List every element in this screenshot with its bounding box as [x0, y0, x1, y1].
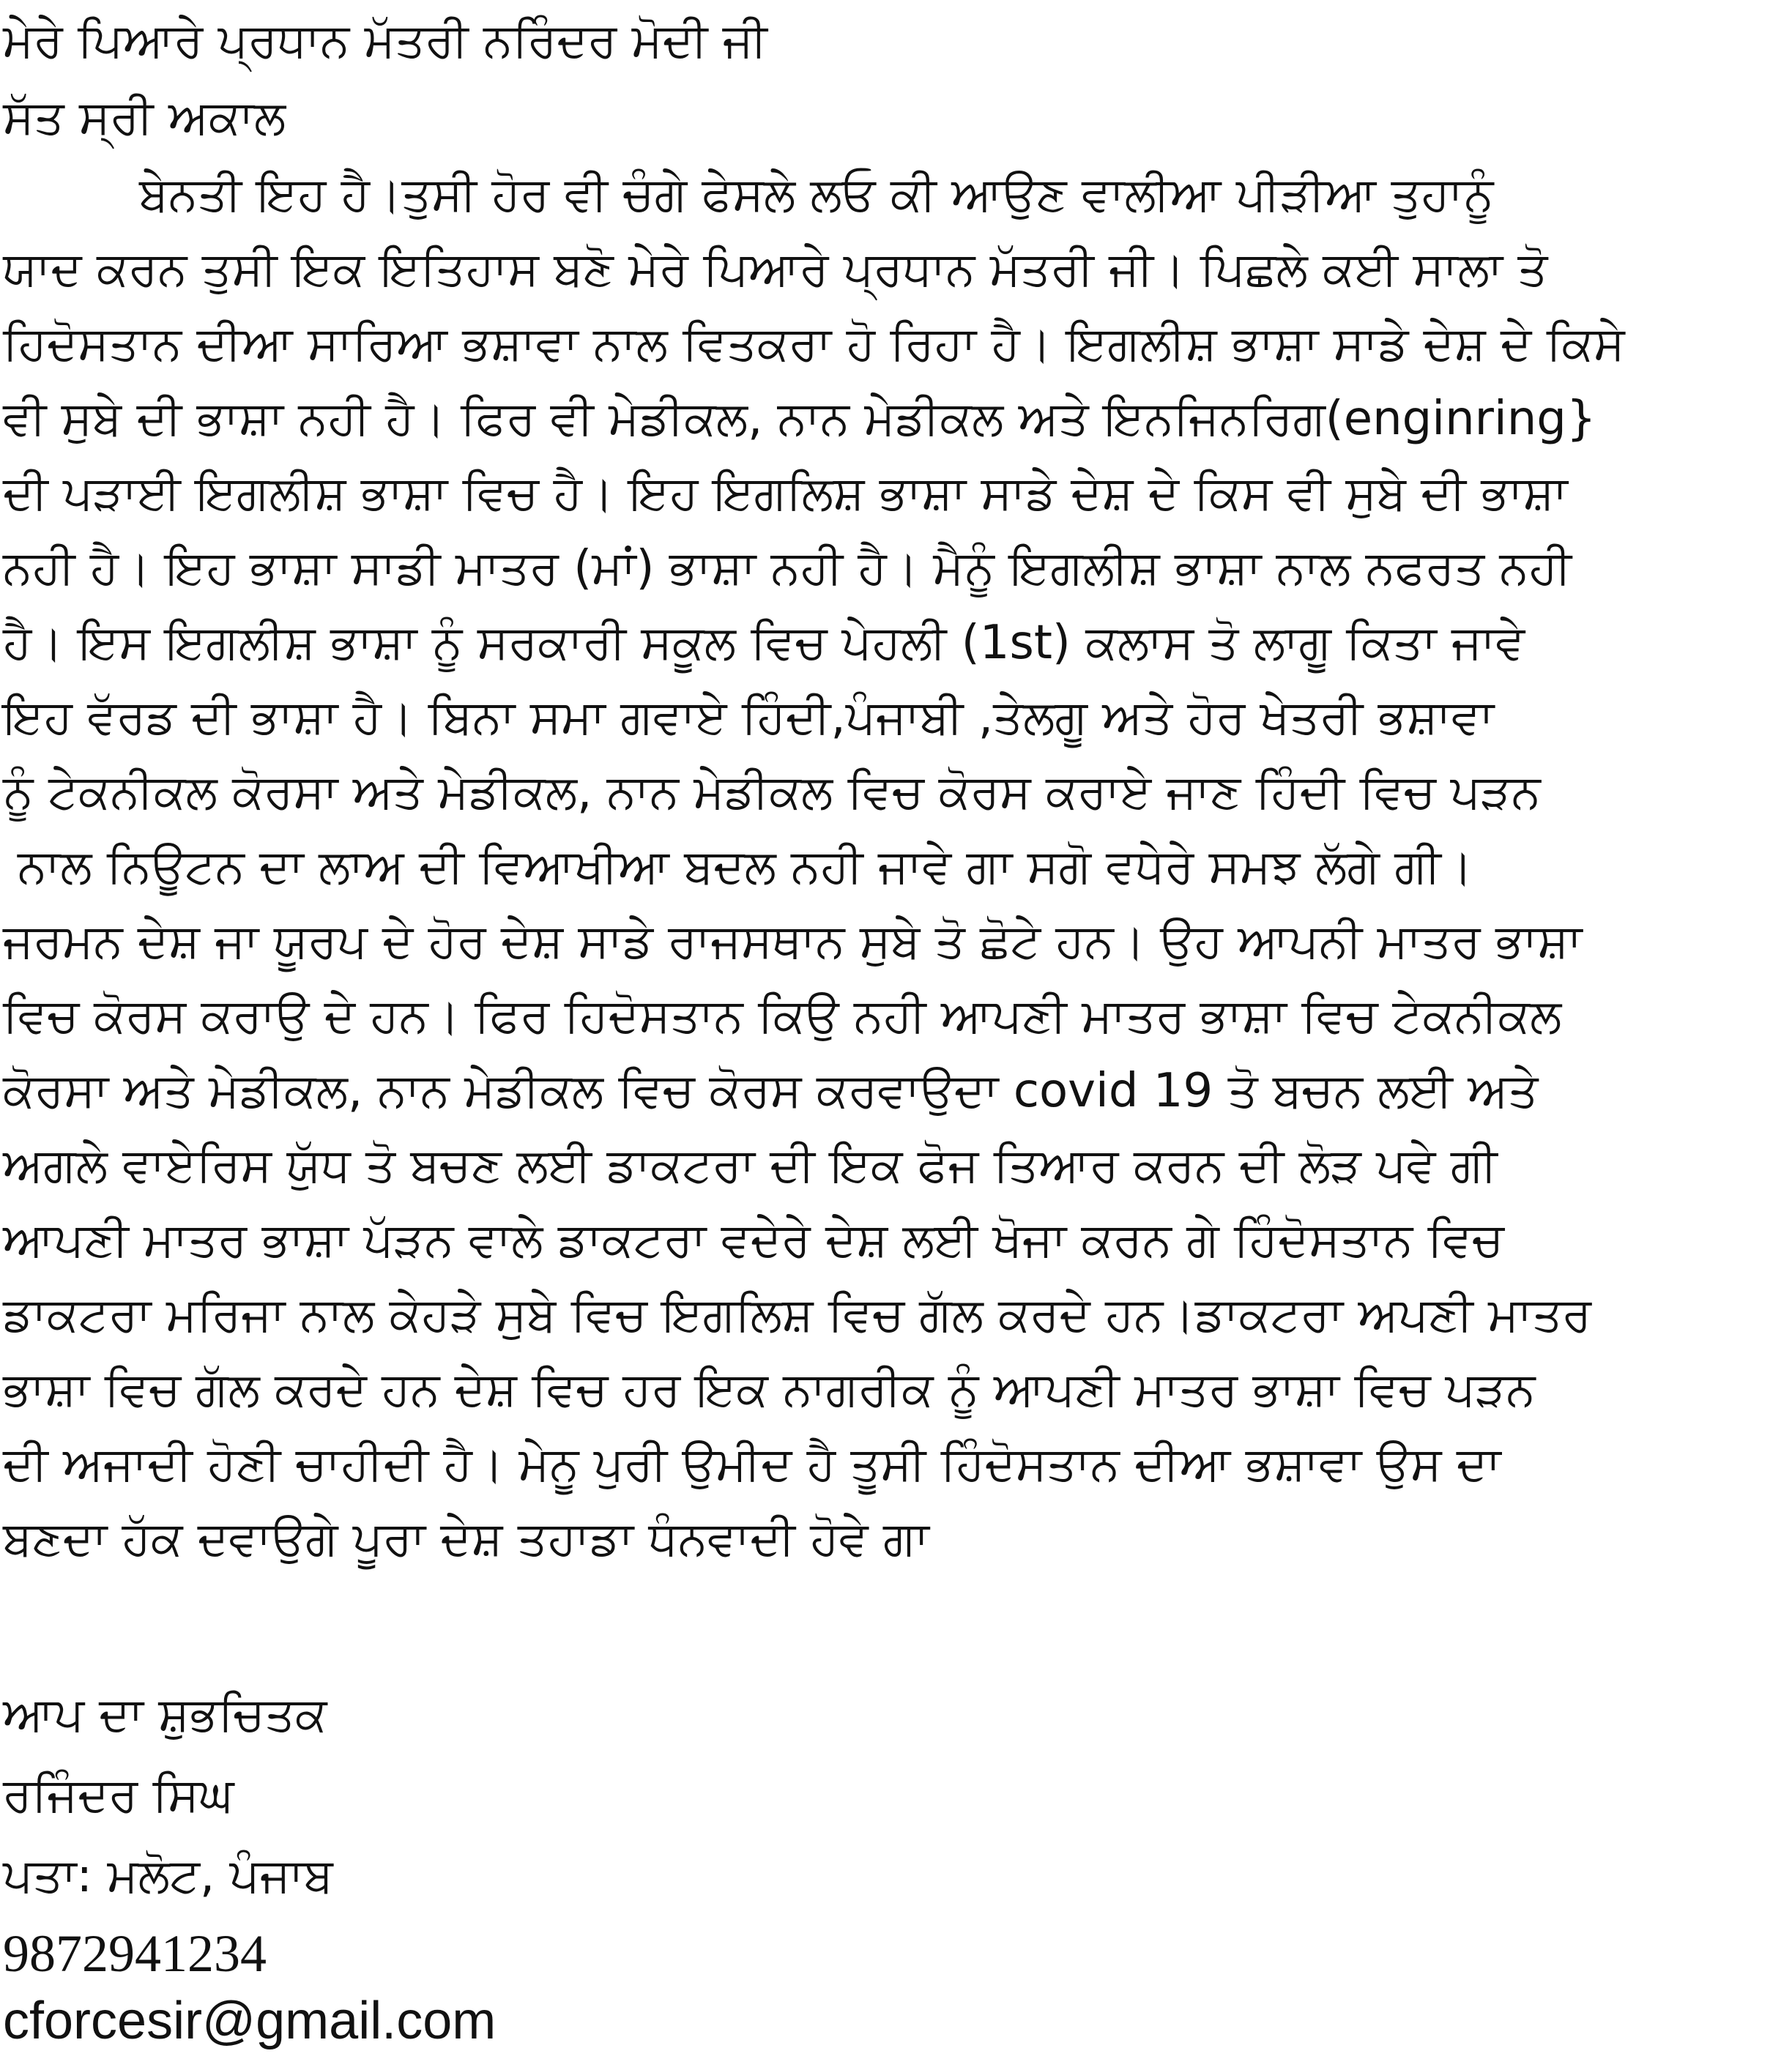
- body-line-17: ਭਾਸ਼ਾ ਵਿਚ ਗੱਲ ਕਰਦੇ ਹਨ ਦੇਸ਼ ਵਿਚ ਹਰ ਇਕ ਨਾਗਰੀਕ ਨੂੰ ਆਪਣੀ ਮਾਤਰ ਭਾਸ਼ਾ ਵਿਚ ਪੜਨ: [3, 1363, 1536, 1417]
- address: ਪਤਾ: ਮਲੋਟ, ਪੰਜਾਬ: [3, 1849, 333, 1903]
- body-line-2: ਯਾਦ ਕਰਨ ਤੁਸੀ ਇਕ ਇਤਿਹਾਸ ਬਣੋ ਮੇਰੇ ਪਿਆਰੇ ਪ੍ਰਧਾਨ ਮੱਤਰੀ ਜੀ। ਪਿਛਲੇ ਕਈ ਸਾਲਾ ਤੋ: [3, 242, 1548, 297]
- body-line-12: ਵਿਚ ਕੋਰਸ ਕਰਾਉ ਦੇ ਹਨ। ਫਿਰ ਹਿਦੋਸਤਾਨ ਕਿਉ ਨਹੀ ਆਪਣੀ ਮਾਤਰ ਭਾਸ਼ਾ ਵਿਚ ਟੇਕਨੀਕਲ: [3, 989, 1562, 1043]
- body-line-8: ਇਹ ਵੱਰਡ ਦੀ ਭਾਸ਼ਾ ਹੈ। ਬਿਨਾ ਸਮਾ ਗਵਾਏ ਹਿੰਦੀ,ਪੰਜਾਬੀ ,ਤੇਲਗੂ ਅਤੇ ਹੋਰ ਖੇਤਰੀ ਭਸ਼ਾਵਾ: [3, 690, 1495, 745]
- body-line-15: ਆਪਣੀ ਮਾਤਰ ਭਾਸ਼ਾ ਪੱੜਨ ਵਾਲੇ ਡਾਕਟਰਾ ਵਦੇਰੇ ਦੇਸ਼ ਲਈ ਖੋਜਾ ਕਰਨ ਗੇ ਹਿੰਦੋਸਤਾਨ ਵਿਚ: [3, 1213, 1504, 1267]
- greeting: ਸੱਤ ਸ੍ਰੀ ਅਕਾਲ: [3, 91, 286, 145]
- body-line-11: ਜਰਮਨ ਦੇਸ਼ ਜਾ ਯੂਰਪ ਦੇ ਹੋਰ ਦੇਸ਼ ਸਾਡੇ ਰਾਜਸਥਾਨ ਸੁਬੇ ਤੋ ਛੋਟੇ ਹਨ। ਉਹ ਆਪਨੀ ਮਾਤਰ ਭਾਸ਼ਾ: [3, 915, 1583, 969]
- body-line-16: ਡਾਕਟਰਾ ਮਰਿਜਾ ਨਾਲ ਕੇਹੜੇ ਸੁਬੇ ਵਿਚ ਇਗਲਿਸ਼ ਵਿਚ ਗੱਲ ਕਰਦੇ ਹਨ।ਡਾਕਟਰਾ ਅਪਣੀ ਮਾਤਰ: [3, 1288, 1592, 1342]
- body-line-6: ਨਹੀ ਹੈ। ਇਹ ਭਾਸ਼ਾ ਸਾਡੀ ਮਾਤਰ (ਮਾਂ) ਭਾਸ਼ਾ ਨਹੀ ਹੈ। ਮੈਨੂੰ ਇਗਲੀਸ਼ ਭਾਸ਼ਾ ਨਾਲ ਨਫਰਤ ਨਹੀ: [3, 541, 1572, 595]
- body-line-18: ਦੀ ਅਜਾਦੀ ਹੋਣੀ ਚਾਹੀਦੀ ਹੈ। ਮੇਨੂ ਪੁਰੀ ਉਮੀਦ ਹੈ ਤੂਸੀ ਹਿੰਦੋਸਤਾਨ ਦੀਆ ਭਸ਼ਾਵਾ ਉਸ ਦਾ: [3, 1437, 1501, 1492]
- body-line-13: ਕੋਰਸਾ ਅਤੇ ਮੇਡੀਕਲ, ਨਾਨ ਮੇਡੀਕਲ ਵਿਚ ਕੋਰਸ ਕਰਵਾਉਦਾ covid 19 ਤੋ ਬਚਨ ਲਈ ਅਤੇ: [3, 1064, 1539, 1118]
- body-line-10: ਨਾਲ ਨਿਊਟਨ ਦਾ ਲਾਅ ਦੀ ਵਿਆਖੀਆ ਬਦਲ ਨਹੀ ਜਾਵੇ ਗਾ ਸਗੋ ਵਧੇਰੇ ਸਮਝ ਲੱਗੇ ਗੀ।: [18, 840, 1473, 894]
- email-address: cforcesir@gmail.com: [3, 1992, 497, 2050]
- sender-name: ਰਜਿੰਦਰ ਸਿਘ: [3, 1768, 234, 1822]
- body-line-1: ਬੇਨਤੀ ਇਹ ਹੈ।ਤੁਸੀ ਹੋਰ ਵੀ ਚੰਗੇ ਫੇਸਲੇ ਲਓ ਕੀ ਆਉਣ ਵਾਲੀਆ ਪੀੜੀਆ ਤੁਹਾਨੂੰ: [139, 168, 1494, 222]
- body-line-5: ਦੀ ਪੜਾਈ ਇਗਲੀਸ਼ ਭਾਸ਼ਾ ਵਿਚ ਹੈ। ਇਹ ਇਗਲਿਸ਼ ਭਾਸ਼ਾ ਸਾਡੇ ਦੇਸ਼ ਦੇ ਕਿਸ ਵੀ ਸੁਬੇ ਦੀ ਭਾਸ਼ਾ: [3, 466, 1568, 521]
- salutation: ਮੇਰੇ ਪਿਆਰੇ ਪ੍ਰਧਾਨ ਮੱਤਰੀ ਨਰਿੰਦਰ ਮੋਦੀ ਜੀ: [3, 14, 767, 68]
- closing: ਆਪ ਦਾ ਸ਼ੁਭਚਿਤਕ: [3, 1688, 327, 1742]
- body-line-3: ਹਿਦੋਸਤਾਨ ਦੀਆ ਸਾਰਿਆ ਭਸ਼ਾਵਾ ਨਾਲ ਵਿਤਕਰਾ ਹੋ ਰਿਹਾ ਹੈ। ਇਗਲੀਸ਼ ਭਾਸ਼ਾ ਸਾਡੇ ਦੇਸ਼ ਦੇ ਕਿਸੇ: [3, 317, 1625, 371]
- body-line-9: ਨੂੰ ਟੇਕਨੀਕਲ ਕੋਰਸਾ ਅਤੇ ਮੇਡੀਕਲ, ਨਾਨ ਮੇਡੀਕਲ ਵਿਚ ਕੋਰਸ ਕਰਾਏ ਜਾਣ ਹਿੰਦੀ ਵਿਚ ਪੜਨ: [3, 765, 1541, 819]
- body-line-7: ਹੈ। ਇਸ ਇਗਲੀਸ਼ ਭਾਸ਼ਾ ਨੂੰ ਸਰਕਾਰੀ ਸਕੂਲ ਵਿਚ ਪੇਹਲੀ (1st) ਕਲਾਸ ਤੋ ਲਾਗੂ ਕਿਤਾ ਜਾਵੇ: [3, 616, 1525, 670]
- body-line-19: ਬਣਦਾ ਹੱਕ ਦਵਾਉਗੇ ਪੂਰਾ ਦੇਸ਼ ਤਹਾਡਾ ਧੰਨਵਾਦੀ ਹੋਵੇ ਗਾ: [3, 1512, 929, 1566]
- body-line-4: ਵੀ ਸੁਬੇ ਦੀ ਭਾਸ਼ਾ ਨਹੀ ਹੈ। ਫਿਰ ਵੀ ਮੇਡੀਕਲ, ਨਾਨ ਮੇਡੀਕਲ ਅਤੇ ਇਨਜਿਨਰਿਗ(enginring}: [3, 392, 1596, 446]
- body-line-14: ਅਗਲੇ ਵਾਏਰਿਸ ਯੁੱਧ ਤੋ ਬਚਣ ਲਈ ਡਾਕਟਰਾ ਦੀ ਇਕ ਫੋਜ ਤਿਆਰ ਕਰਨ ਦੀ ਲੋੜ ਪਵੇ ਗੀ: [3, 1139, 1498, 1193]
- phone-number: 9872941234: [3, 1924, 267, 1983]
